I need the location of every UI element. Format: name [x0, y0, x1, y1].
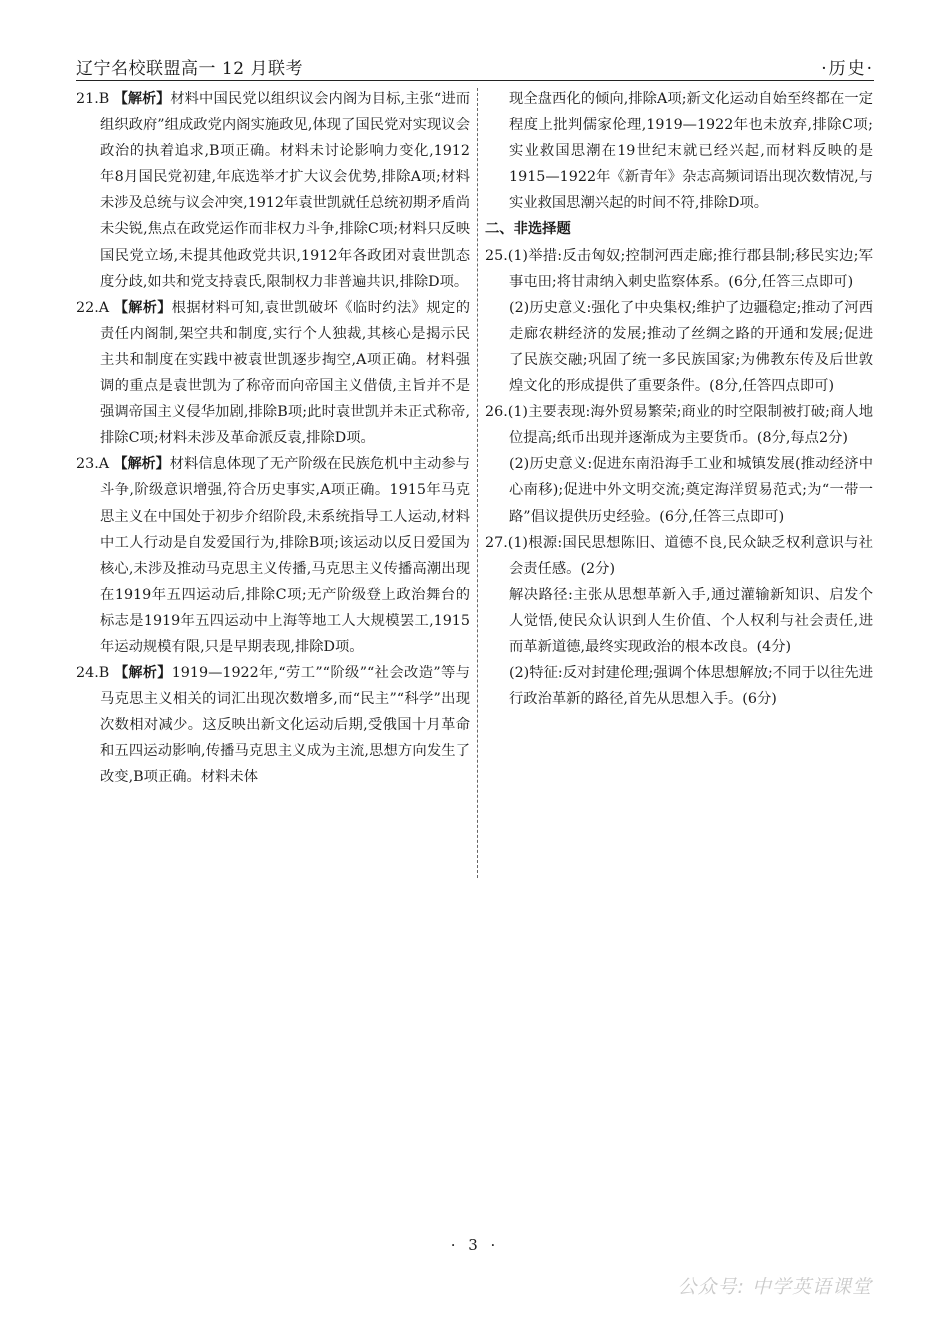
left-column: [76, 86, 470, 791]
page-header: [76, 54, 874, 81]
question-number: 23.: [76, 456, 99, 473]
question-25-part2: (2)历史意义:强化了中央集权;维护了边疆稳定;推动了河西走廊农耕经济的发展;推动了丝绸之路的开通和发展;促进了民族交融;巩固了统一多民族国家;为佛教东传及后世敦煌文化的形成提供了重要条件。(8分,任答四点即可): [509, 299, 873, 395]
answer-text: (1)主要表现:海外贸易繁荣;商业的时空限制被打破;商人地位提高;纸币出现并逐渐成为主要货币。(8分,每点2分): [507, 404, 873, 447]
exam-title: 辽宁名校联盟高一 12 月联考: [76, 59, 303, 79]
answer-text: (1)举措:反击匈奴;控制河西走廊;推行郡县制;移民实边;军事屯田;将甘肃纳入刺史监察体系。(6分,任答三点即可): [507, 247, 873, 290]
question-21: [76, 86, 470, 295]
analysis-text: 材料中国民党以组织议会内阁为目标,主张“进而组织政府”组成政党内阁实施政见,体现了国民党对实现议会政治的执着追求,B项正确。材料未讨论影响力变化,1912年8月国民党初建,年底选举才扩大议会优势,排除A项;材料未涉及总统与议会冲突,1912年袁世凯就任总统初期矛盾尚未尖锐,焦点在政党运作而非权力斗争,排除C项;材料只反映国民党立场,未提其他政党共识,1912年各政团对袁世凯态度分歧,如共和党支持袁氏,限制权力非普遍共识,排除D项。: [100, 91, 471, 290]
question-24-continued: 现全盘西化的倾向,排除A项;新文化运动自始至终都在一定程度上批判儒家伦理,1919—1922年也未放弃,排除C项;实业救国思潮在19世纪末就已经兴起,而材料反映的是1915—1922年《新青年》杂志高频词语出现次数情况,与实业救国思潮兴起的时间不符,排除D项。: [509, 91, 873, 212]
question-number: 22.: [76, 299, 99, 316]
right-column: [485, 86, 873, 712]
subject-label: ·历史·: [821, 59, 874, 79]
question-25-part1: [485, 243, 873, 295]
section-title: 二、非选择题: [485, 221, 571, 238]
answer-letter: B: [98, 91, 110, 107]
question-number: 24.: [76, 665, 99, 682]
analysis-text: 材料信息体现了无产阶级在民族危机中主动参与斗争,阶级意识增强,符合历史事实,A项正确。1915年马克思主义在中国处于初步介绍阶段,未系统指导工人运动,材料中工人行动是自发爱国行为,排除B项;该运动以反日爱国为核心,未涉及推动马克思主义传播,马克思主义传播高潮出现在1919年五四运动后,排除C项;无产阶级登上政治舞台的标志是1919年五四运动中上海等地工人大规模罢工,1915年运动规模有限,只是早期表现,排除D项。: [100, 456, 471, 655]
answer-letter: A: [98, 456, 110, 473]
question-26-part1: [485, 399, 873, 451]
question-number: 26.: [485, 404, 508, 421]
answer-letter: B: [98, 665, 110, 682]
answer-letter: A: [98, 299, 110, 316]
question-27-part2: (2)特征:反对封建伦理;强调个体思想解放;不同于以往先进行政治革新的路径,首先从思想入手。(6分): [509, 665, 873, 708]
analysis-text: 根据材料可知,袁世凯破坏《临时约法》规定的责任内阁制,架空共和制度,实行个人独裁,其核心是揭示民主共和制度在实践中被袁世凯逐步掏空,A项正确。材料强调的重点是袁世凯为了称帝而向帝国主义借债,主旨并不是强调帝国主义侵华加剧,排除B项;此时袁世凯并未正式称帝,排除C项;材料未涉及革命派反袁,排除D项。: [100, 299, 471, 447]
page-number: · 3 ·: [450, 1236, 500, 1254]
question-number: 27.: [485, 534, 508, 551]
question-number: 21.: [76, 91, 99, 107]
watermark-text: 公众号: 中学英语课堂: [677, 1276, 872, 1298]
question-24: [76, 660, 470, 790]
analysis-tag: 【解析】: [113, 91, 171, 107]
column-divider: [477, 88, 478, 878]
question-22: [76, 295, 470, 452]
question-23: [76, 451, 470, 660]
analysis-tag: 【解析】: [114, 665, 172, 682]
analysis-tag: 【解析】: [113, 456, 170, 473]
answer-text: (1)根源:国民思想陈旧、道德不良,民众缺乏权利意识与社会责任感。(2分): [507, 534, 873, 577]
analysis-text: 1919—1922年,“劳工”“阶级”“社会改造”等与马克思主义相关的词汇出现次数增多,而“民主”“科学”出现次数相对减少。这反映出新文化运动后期,受俄国十月革命和五四运动影响,传播马克思主义成为主流,思想方向发生了改变,B项正确。材料未体: [100, 665, 471, 786]
question-27-solution: 解决路径:主张从思想革新入手,通过灌输新知识、启发个人觉悟,使民众认识到人生价值、个人权利与社会责任,进而革新道德,最终实现政治的根本改良。(4分): [509, 586, 873, 655]
question-26-part2: (2)历史意义:促进东南沿海手工业和城镇发展(推动经济中心南移);促进中外文明交流;奠定海洋贸易范式;为“一带一路”倡议提供历史经验。(6分,任答三点即可): [509, 456, 873, 525]
question-number: 25.: [485, 247, 508, 264]
question-27-part1: [485, 530, 873, 582]
analysis-tag: 【解析】: [114, 299, 172, 316]
